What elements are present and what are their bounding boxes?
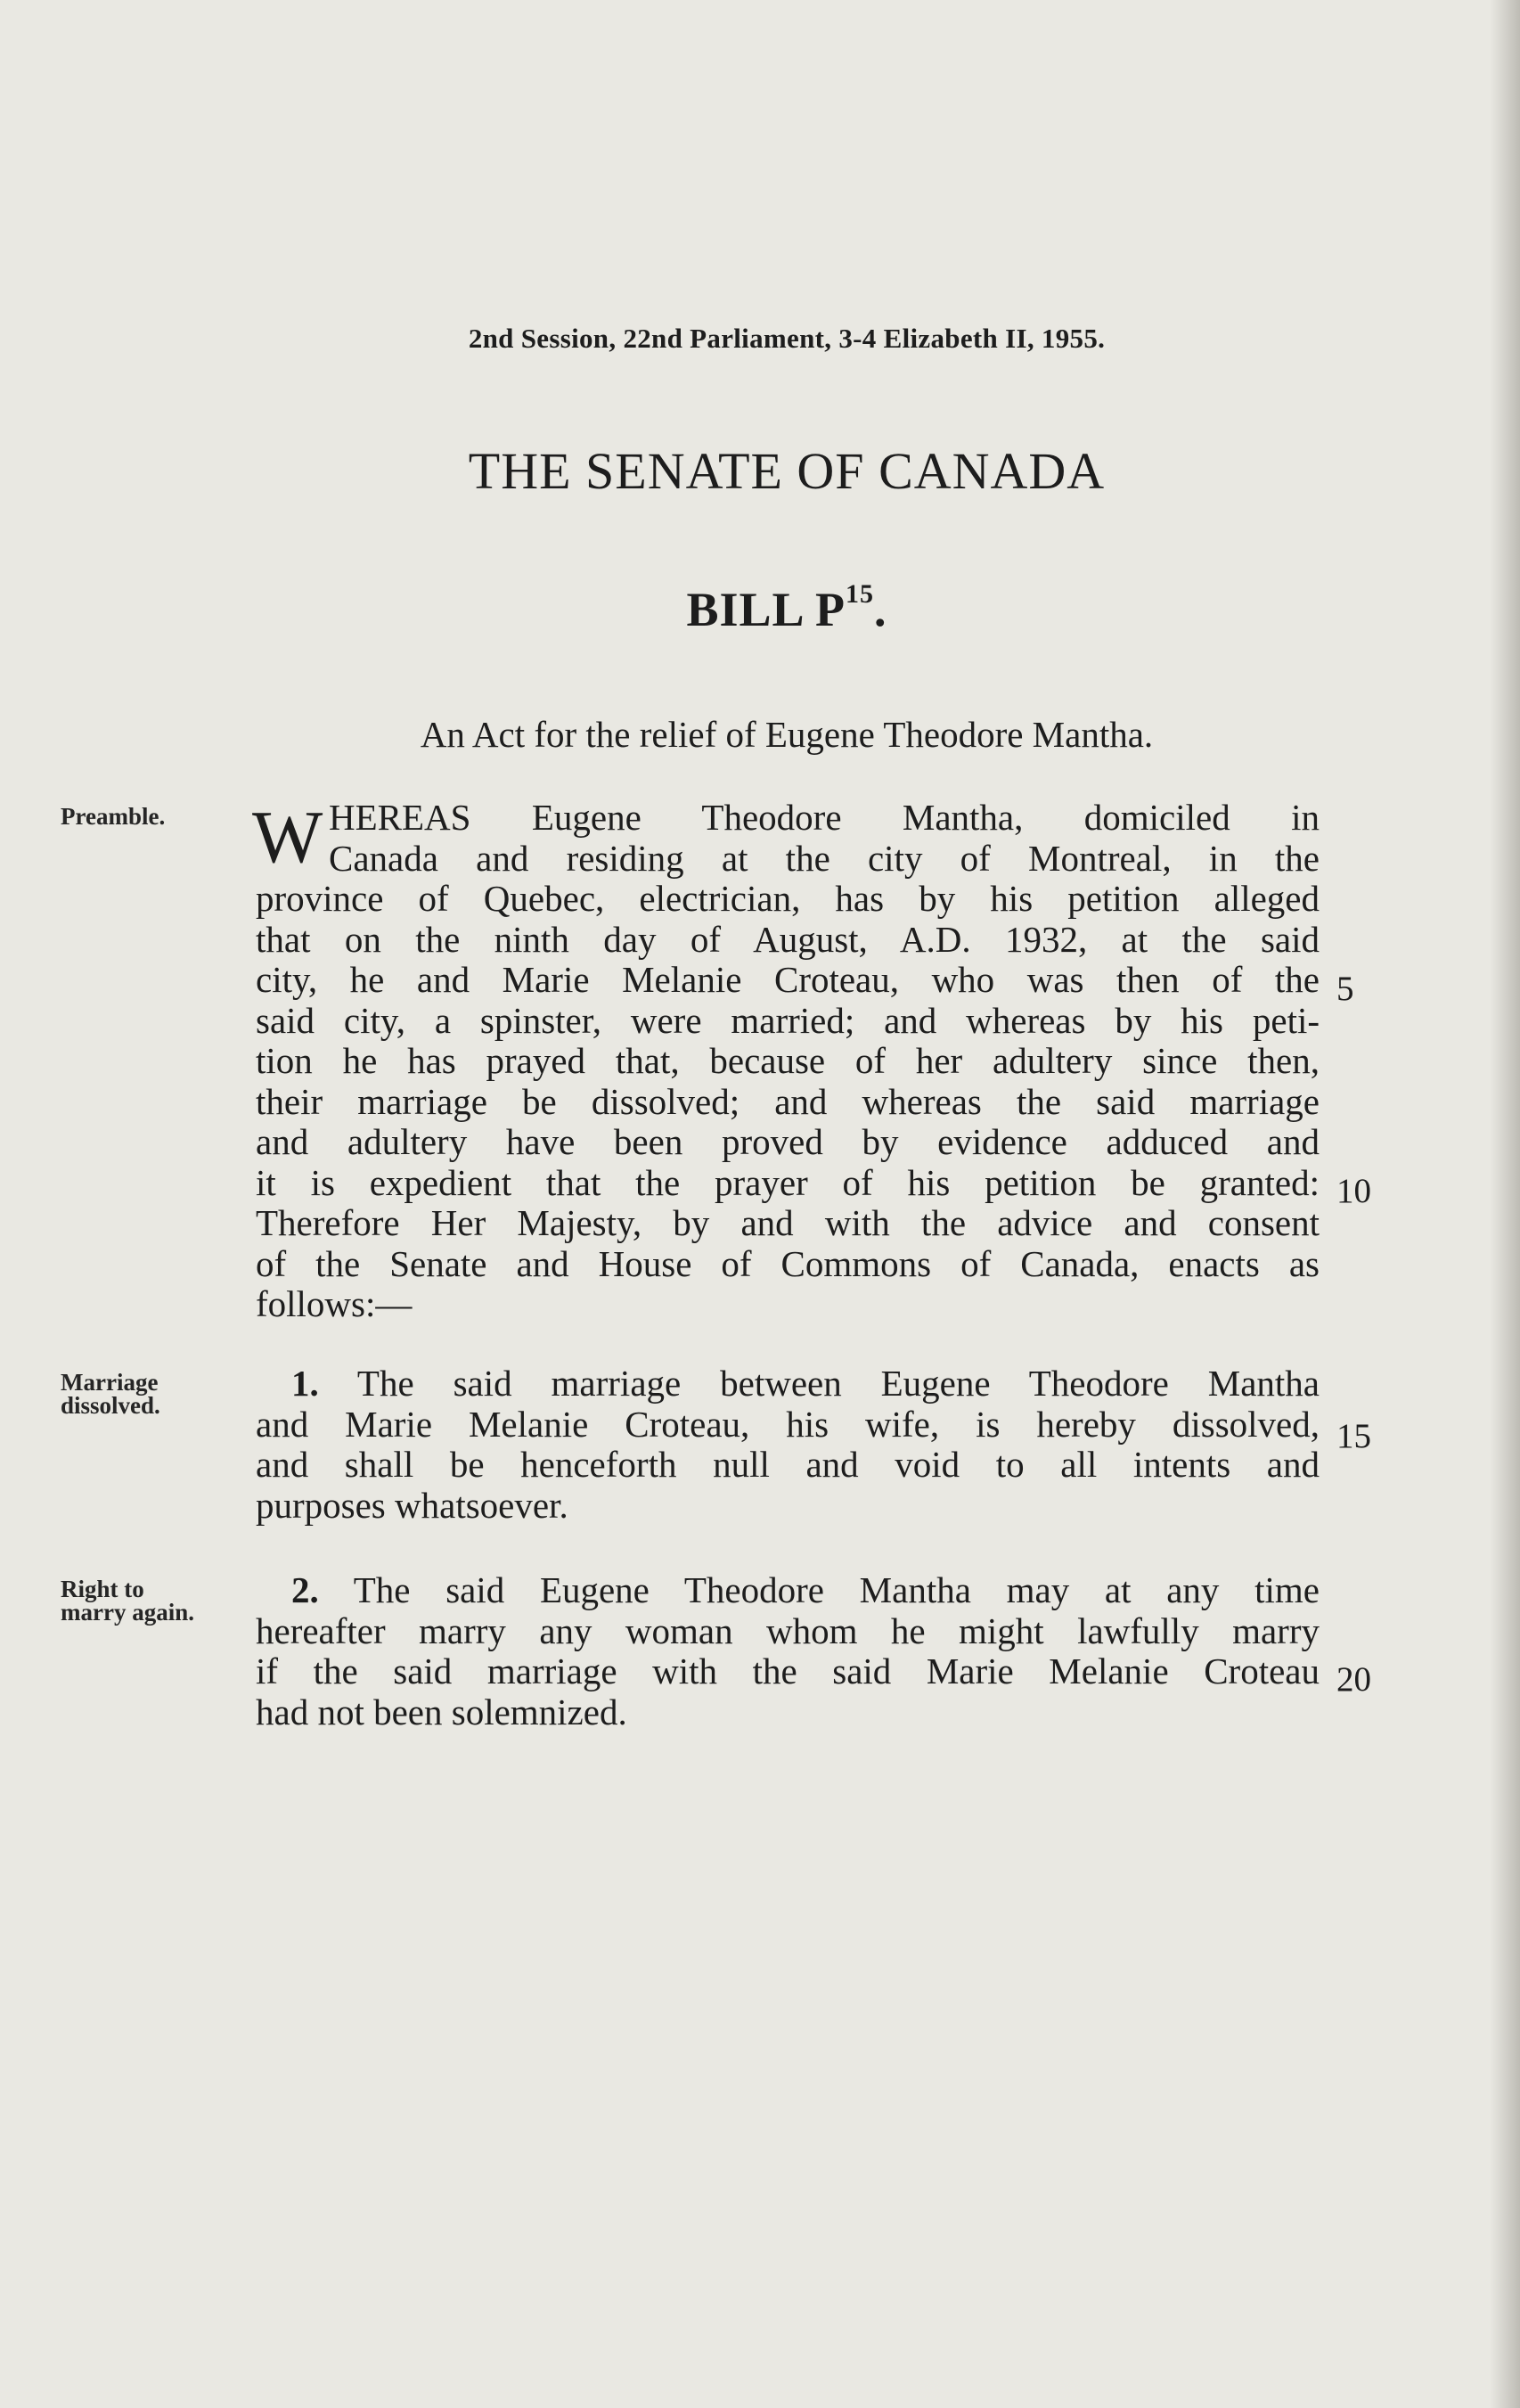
bill-number [0,579,1520,637]
act-title: An Act for the relief of Eugene Theodore Mantha. [420,714,1154,755]
text-line: tion he has prayed that, because of her adultery since then, [256,1040,1320,1081]
margin-note-line: dissolved. [61,1392,160,1419]
preamble-paragraph [252,796,1320,1325]
bill-superscript: 15 [846,579,875,609]
text-line [256,1364,1320,1405]
margin-note-marriage-dissolved [61,1371,203,1417]
text-line: Therefore Her Majesty, by and with the advice and consent [256,1202,1320,1243]
section-number: 2. [291,1569,319,1610]
page-edge-shadow [1490,0,1520,2408]
drop-cap: W [252,796,323,879]
text-line: had not been solemnized. [256,1691,627,1732]
text-line: Canada and residing at the city of Montreal, in the [329,837,1320,879]
margin-note-line: marry again. [61,1599,194,1626]
text-line: if the said marriage with the said Marie Melanie Croteau [256,1650,1320,1691]
section-number: 1. [291,1363,319,1404]
text-line: province of Quebec, electrician, has by his petition alleged [256,878,1320,919]
line-number-20: 20 [1336,1660,1371,1699]
line-number-10: 10 [1336,1172,1371,1210]
text-line: said city, a spinster, were married; and whereas by his peti- [256,999,1320,1041]
session-heading: 2nd Session, 22nd Parliament, 3-4 Elizabeth II, 1955. [468,323,1106,354]
text-line: and shall be henceforth null and void to all intents and [256,1444,1320,1485]
text-line: city, he and Marie Melanie Croteau, who was then of the [256,959,1320,1000]
margin-note-line: Marriage [61,1369,159,1396]
text-line: of the Senate and House of Commons of Canada, enacts as [256,1242,1320,1284]
text-line: purposes whatsoever. [256,1484,568,1526]
text-line: hereafter marry any woman whom he might lawfully marry [256,1609,1320,1651]
line-number-15: 15 [1336,1417,1371,1455]
text-line: follows:— [256,1283,413,1324]
text-line: and adultery have been proved by evidence adduced and [256,1121,1320,1162]
text-line: it is expedient that the prayer of his petition be granted: [256,1161,1320,1203]
margin-note-preamble: Preamble. [61,803,166,830]
bill-suffix: . [874,583,887,636]
text-line: and Marie Melanie Croteau, his wife, is hereby dissolved, [256,1403,1320,1445]
text-line: HEREAS Eugene Theodore Mantha, domiciled in [329,797,1320,838]
bill-label: BILL P [686,583,846,636]
text-line: that on the ninth day of August, A.D. 1932, at the said [256,918,1320,960]
text-line [256,1570,1320,1611]
section-1 [256,1364,1320,1526]
margin-note-right-to-marry [61,1577,239,1624]
line-number-5: 5 [1336,970,1354,1008]
margin-note-line: Right to [61,1576,144,1602]
text-line: their marriage be dissolved; and whereas the said marriage [256,1080,1320,1122]
section-first-line: The said marriage between Eugene Theodore Mantha [356,1363,1320,1404]
section-2 [256,1570,1320,1732]
section-first-line: The said Eugene Theodore Mantha may at any time [353,1569,1320,1610]
senate-title: THE SENATE OF CANADA [468,442,1106,500]
